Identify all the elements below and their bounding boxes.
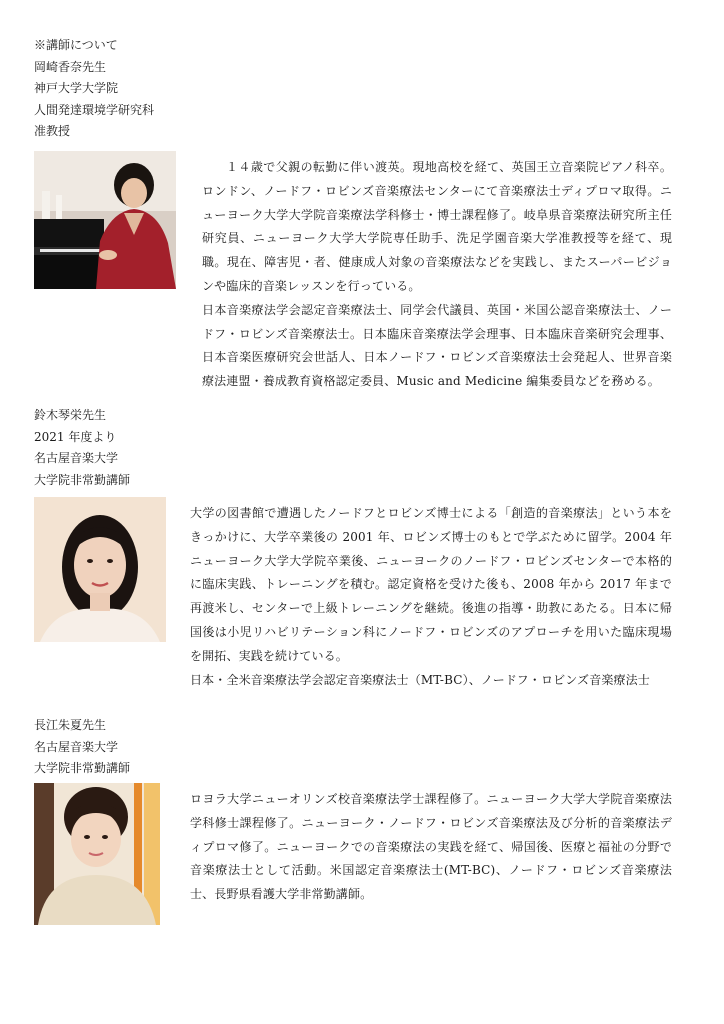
teacher-3-position: 大学院非常勤講師 <box>34 761 131 775</box>
teacher-2-bio-paragraph-2: 日本・全米音楽療法学会認定音楽療法士（MT-BC）、ノードフ・ロビンズ音楽療法士 <box>190 672 650 687</box>
section-heading: ※講師について <box>34 38 118 52</box>
teacher-2-bio-paragraph-1: 大学の図書館で遭遇したノードフとロビンズ博士による「創造的音楽療法」という本をきっかけに、大学卒業後の 2001 年、ロビンズ博士のもとで学ぶために留学。2004 年ニューヨーク大学大学院卒業後、ニューヨークのノードフ・ロビンズセンターで本格的に臨床実践、トレーニングを積む。認定資格を受けた後も、2008 年から 2017 年まで再渡米し、センターで上級トレーニングを継続。後進の指導・助教にあたる。日本に帰国後は小児リハビリテーション科にノードフ・ロビンズのアプローチを用いた臨床現場を開拓、実践を続けている。 <box>190 506 672 663</box>
teacher-3-university: 名古屋音楽大学 <box>34 739 119 754</box>
teacher-1-bio-paragraph-1: １４歳で父親の転勤に伴い渡英。現地高校を経て、英国王立音楽院ピアノ科卒。ロンドン、ノードフ・ロビンズ音楽療法センターにて音楽療法士ディプロマ取得。ニューヨーク大学大学院音楽療法学科修士・博士課程修了。岐阜県音楽療法研究所主任研究員、ニューヨーク大学大学院専任助手、洗足学園音楽大学准教授等を経て、現職。現在、障害児・者、健康成人対象の音楽療法などを実践し、またスーパービジョンや臨床的音楽レッスンを行っている。 <box>202 160 672 293</box>
teacher-1-header <box>34 35 154 143</box>
teacher-2-photo <box>34 497 166 642</box>
teacher-1-name: 岡崎香奈先生 <box>34 59 107 74</box>
teacher-3-bio-paragraph-1: ロヨラ大学ニューオリンズ校音楽療法学士課程修了。ニューヨーク大学大学院音楽療法学科修士課程修了。ニューヨーク・ノードフ・ロビンズ音楽療法及び分析的音楽療法ディプロマ修了。ニューヨークでの音楽療法の実践を経て、帰国後、医療と福祉の分野で音楽療法士として活動。米国認定音楽療法士(MT-BC)、ノードフ・ロビンズ音楽療法士、長野県看護大学非常勤講師。 <box>190 792 672 902</box>
teacher-1-university: 神戸大学大学院 <box>34 81 119 95</box>
teacher-2-position: 大学院非常勤講師 <box>34 472 131 487</box>
teacher-1-bio <box>202 156 672 394</box>
teacher-3-photo <box>34 783 160 925</box>
teacher-1-faculty: 人間発達環境学研究科 <box>34 102 155 117</box>
teacher-2-bio <box>190 502 672 692</box>
teacher-2-header <box>34 405 130 491</box>
teacher-3-bio <box>190 788 672 907</box>
teacher-3-name: 長江朱夏先生 <box>34 718 107 732</box>
teacher-1-bio-paragraph-2: 日本音楽療法学会認定音楽療法士、同学会代議員、英国・米国公認音楽療法士、ノードフ・ロビンズ音楽療法士。日本臨床音楽療法学会理事、日本臨床音楽研究会理事、日本音楽医療研究会世話人、日本ノードフ・ロビンズ音楽療法士会発起人、世界音楽療法連盟・養成教育資格認定委員、Music and Medicine 編集委員などを務める。 <box>202 302 672 389</box>
teacher-2-university: 名古屋音楽大学 <box>34 451 119 465</box>
teacher-1-photo <box>34 151 176 289</box>
teacher-3-header <box>34 715 130 780</box>
teacher-1-position: 准教授 <box>34 124 71 138</box>
teacher-2-name: 鈴木琴栄先生 <box>34 408 107 422</box>
teacher-2-since: 2021 年度より <box>34 429 117 444</box>
